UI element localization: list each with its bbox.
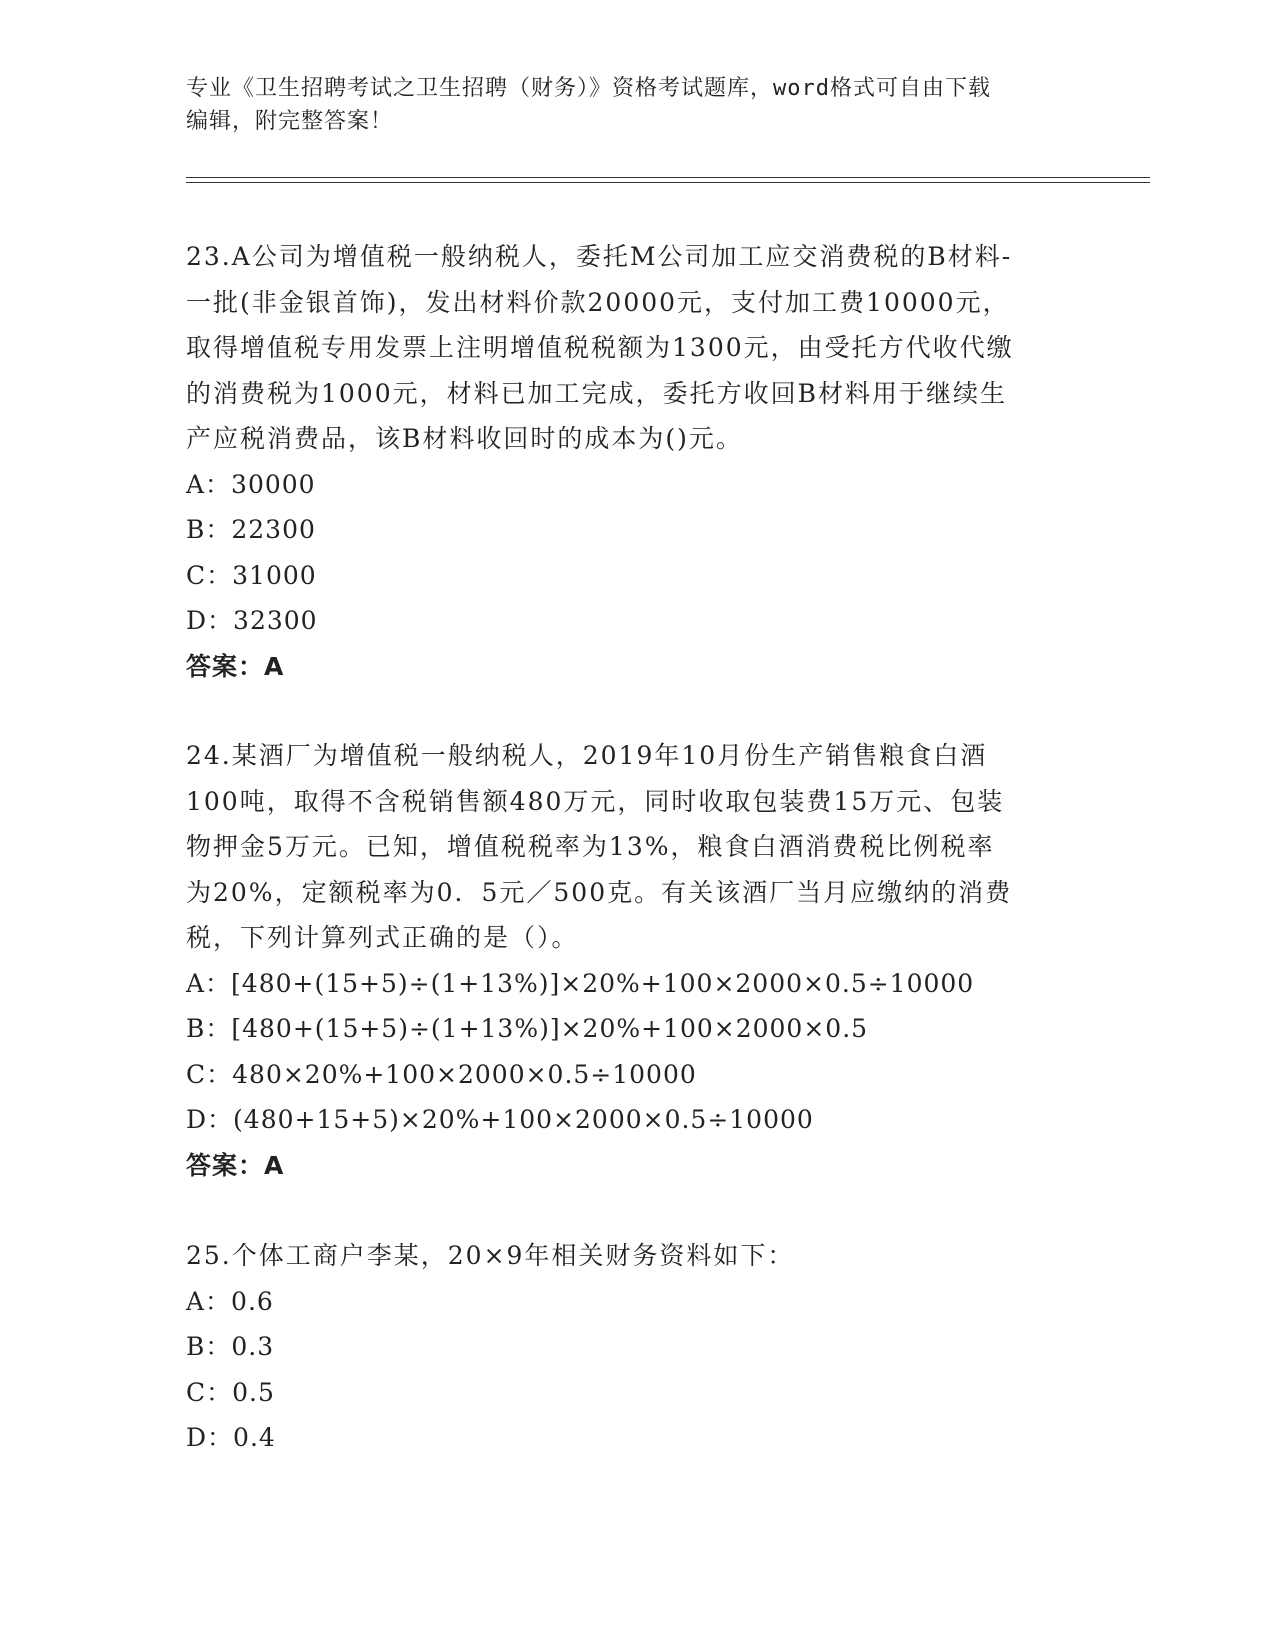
document-header xyxy=(186,72,1086,138)
option-c: C：0.5 xyxy=(186,1377,275,1407)
option-c: C：480×20%+100×2000×0.5÷10000 xyxy=(186,1059,697,1089)
question-stem-line: 为20%，定额税率为0．5元／500克。有关该酒厂当月应缴纳的消费 xyxy=(186,877,1013,907)
option-d: D：0.4 xyxy=(186,1423,276,1452)
question-stem-line: 物押金5万元。已知，增值税税率为13%，粮食白酒消费税比例税率 xyxy=(186,832,995,861)
question-stem-line: 产应税消费品，该B材料收回时的成本为()元。 xyxy=(186,424,743,453)
question-stem-line: 税，下列计算列式正确的是（）。 xyxy=(186,923,579,952)
option-b: B：0.3 xyxy=(186,1332,275,1361)
question-stem-line: 25.个体工商户李某，20×9年相关财务资料如下： xyxy=(186,1241,795,1270)
header-line-1: 专业《卫生招聘考试之卫生招聘（财务）》资格考试题库，word格式可自由下载 xyxy=(186,76,991,101)
option-d: D：(480+15+5)×20%+100×2000×0.5÷10000 xyxy=(186,1105,814,1134)
option-b: B：[480+(15+5)÷(1+13%)]×20%+100×2000×0.5 xyxy=(186,1014,869,1043)
question-stem-line: 24.某酒厂为增值税一般纳税人，2019年10月份生产销售粮食白酒 xyxy=(186,741,988,770)
question-23 xyxy=(186,234,1086,689)
question-stem-line: 的消费税为1000元，材料已加工完成，委托方收回B材料用于继续生 xyxy=(186,378,1007,408)
answer-label: 答案：A xyxy=(186,1150,285,1180)
answer-label: 答案：A xyxy=(186,651,285,681)
option-b: B：22300 xyxy=(186,515,316,544)
option-c: C：31000 xyxy=(186,560,317,590)
question-stem-line: 取得增值税专用发票上注明增值税税额为1300元，由受托方代收代缴 xyxy=(186,333,1014,362)
question-stem-line: 100吨，取得不含税销售额480万元，同时收取包装费15万元、包装 xyxy=(186,786,1005,816)
question-24 xyxy=(186,733,1086,1188)
header-line-2: 编辑，附完整答案！ xyxy=(186,109,394,134)
question-stem-line: 23.A公司为增值税一般纳税人，委托M公司加工应交消费税的B材料- xyxy=(186,242,1013,271)
question-25 xyxy=(186,1233,1086,1461)
header-divider-top xyxy=(186,177,1150,178)
header-divider-bottom xyxy=(186,182,1150,183)
option-d: D：32300 xyxy=(186,606,318,635)
option-a: A：[480+(15+5)÷(1+13%)]×20%+100×2000×0.5÷10000 xyxy=(186,968,975,998)
option-a: A：30000 xyxy=(186,469,316,499)
question-stem-line: 一批(非金银首饰)，发出材料价款20000元，支付加工费10000元， xyxy=(186,287,1010,317)
option-a: A：0.6 xyxy=(186,1286,274,1316)
